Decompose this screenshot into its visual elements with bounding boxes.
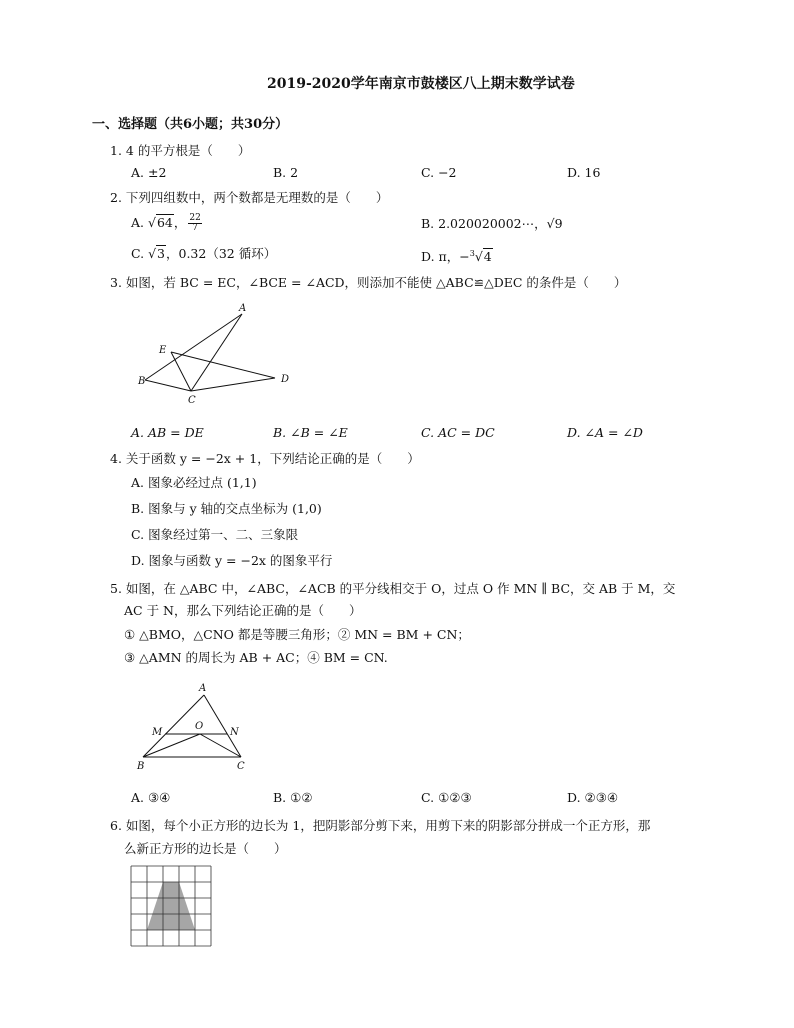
q3-option-a: A. AB = DE	[131, 425, 204, 440]
q4-stem: 4. 关于函数 y = −2x + 1，下列结论正确的是（ ）	[110, 451, 420, 466]
label-B: B	[138, 376, 146, 387]
label-A: A	[199, 683, 207, 694]
label-A: A	[239, 303, 247, 314]
q5-statements-3-4: ③ △AMN 的周长为 AB + AC；④ BM = CN.	[124, 650, 388, 665]
q4-option-b: B. 图象与 y 轴的交点坐标为 (1,0)	[131, 501, 322, 516]
label-M: M	[152, 727, 163, 738]
q1-option-a: A. ±2	[131, 165, 167, 180]
shaded-region	[147, 882, 195, 930]
q5-triangle-figure	[130, 680, 260, 775]
q5-option-a: A. ③④	[131, 790, 171, 805]
q2-option-a: A. √64， $\frac{22}{7}$	[131, 213, 201, 233]
q5-option-b: B. ①②	[273, 790, 313, 805]
section-heading: 一、选择题（共6小题；共30分）	[92, 117, 289, 132]
q5-statements-1-2: ① △BMO，△CNO 都是等腰三角形；② MN = BM + CN；	[124, 627, 470, 642]
label-O: O	[195, 721, 204, 732]
q3-triangle-figure	[130, 305, 300, 410]
label-C: C	[188, 395, 196, 406]
q4-option-c: C. 图象经过第一、二、三象限	[131, 527, 299, 542]
q4-option-d: D. 图象与函数 y = −2x 的图象平行	[131, 553, 333, 568]
q1-option-d: D. 16	[567, 165, 601, 180]
q3-option-d: D. ∠A = ∠D	[567, 425, 643, 440]
q2-stem: 2. 下列四组数中，两个数都是无理数的是（ ）	[110, 190, 389, 205]
q2-option-c: C. √3，0.32（32 循环）	[131, 246, 277, 261]
q5-option-d: D. ②③④	[567, 790, 619, 805]
label-N: N	[230, 727, 239, 738]
label-D: D	[281, 374, 290, 385]
page-title: 2019-2020学年南京市鼓楼区八上期末数学试卷	[267, 76, 575, 92]
q2-option-d: D. π，−$^3$√4	[421, 249, 492, 265]
q6-grid-figure	[131, 866, 211, 946]
q3-option-b: B. ∠B = ∠E	[273, 425, 348, 440]
q1-option-b: B. 2	[273, 165, 299, 180]
q3-stem: 3. 如图，若 BC = EC，∠BCE = ∠ACD，则添加不能使 △ABC≌△DEC 的条件是（ ）	[110, 275, 627, 290]
q5-stem-line1: 5. 如图，在 △ABC 中，∠ABC，∠ACB 的平分线相交于 O，过点 O 作 MN ∥ BC，交 AB 于 M，交	[110, 581, 676, 596]
q6-stem-line2: 么新正方形的边长是（ ）	[124, 841, 287, 856]
q2-option-b: B. 2.020020002⋯，√9	[421, 216, 563, 231]
q4-option-a: A. 图象必经过点 (1,1)	[131, 475, 257, 490]
q3-option-c: C. AC = DC	[421, 425, 495, 440]
q5-option-c: C. ①②③	[421, 790, 472, 805]
fraction: $\frac{22}{7}$	[189, 213, 201, 233]
label-E: E	[159, 345, 167, 356]
label-C: C	[237, 761, 245, 772]
q5-stem-line2: AC 于 N，那么下列结论正确的是（ ）	[124, 603, 362, 618]
q1-stem: 1. 4 的平方根是（ ）	[110, 143, 251, 158]
q1-option-c: C. −2	[421, 165, 457, 180]
q6-stem-line1: 6. 如图，每个小正方形的边长为 1，把阴影部分剪下来，用剪下来的阴影部分拼成一个正方形，那	[110, 818, 651, 833]
label-B: B	[137, 761, 145, 772]
